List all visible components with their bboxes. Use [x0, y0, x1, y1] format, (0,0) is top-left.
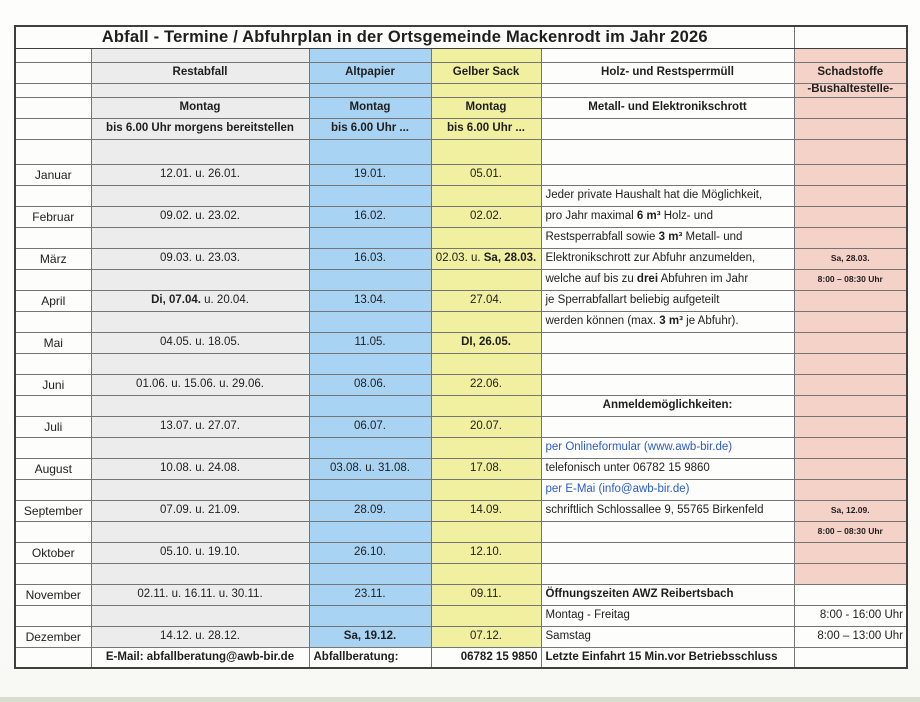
cell-april-holz: je Sperrabfallart beliebig aufgeteilt	[541, 290, 794, 311]
cell-header-holz: Holz- und Restsperrmüll	[541, 62, 794, 83]
cell-bushaltestelle-gelb	[431, 83, 541, 97]
cell-schadstoffe-zeit-holz	[541, 521, 794, 542]
text-part: 6 m³	[636, 209, 661, 222]
cell-november-alt: 23.11.	[309, 584, 431, 605]
text-part: Sa, 28.03.	[483, 251, 537, 264]
cell-anmeldung-header-gelb	[431, 395, 541, 416]
cell-spacer-upper-alt	[309, 139, 431, 164]
table-row-anmeldung-online	[15, 437, 907, 458]
cell-deadline-holz	[541, 118, 794, 139]
cell-spacer-mid-rest	[91, 353, 309, 374]
cell-mai-holz	[541, 332, 794, 353]
cell-februar-gelb: 02.02.	[431, 206, 541, 227]
cell-deadline-gelb: bis 6.00 Uhr ...	[431, 118, 541, 139]
text-part: 3 m³	[659, 314, 683, 327]
text-part: je Abfuhr).	[682, 314, 739, 327]
cell-spacer-mid-alt	[309, 353, 431, 374]
cell-oeffnung-mo-fr-holz: Montag - Freitag	[541, 605, 794, 626]
scan-edge	[0, 697, 920, 702]
cell-header-schad: Schadstoffe	[794, 62, 907, 83]
cell-anmeldung-email-gelb	[431, 479, 541, 500]
text-part: 02.03. u.	[435, 251, 484, 264]
cell-september-month: September	[15, 500, 91, 521]
cell-spacer-top-schad	[794, 48, 907, 62]
cell-juni-gelb: 22.06.	[431, 374, 541, 395]
cell-mai-schad	[794, 332, 907, 353]
cell-anmeldung-online-gelb	[431, 437, 541, 458]
cell-januar-schad	[794, 164, 907, 185]
cell-februar-month: Februar	[15, 206, 91, 227]
table-row-februar	[15, 206, 907, 227]
table-row-sperrmuell-info-1	[15, 185, 907, 206]
cell-spacer-low-month	[15, 563, 91, 584]
table-row-title	[15, 26, 907, 48]
cell-spacer-upper-month	[15, 139, 91, 164]
cell-spacer-low-rest	[91, 563, 309, 584]
cell-sperrmuell-info-4-gelb	[431, 311, 541, 332]
cell-sperrmuell-info-2-gelb	[431, 227, 541, 248]
cell-sperrmuell-info-3-month	[15, 269, 91, 290]
cell-sperrmuell-info-1-month	[15, 185, 91, 206]
cell-juli-gelb: 20.07.	[431, 416, 541, 437]
cell-oeffnung-mo-fr-schad: 8:00 - 16:00 Uhr	[794, 605, 907, 626]
cell-april-alt: 13.04.	[309, 290, 431, 311]
cell-sperrmuell-info-4-month	[15, 311, 91, 332]
cell-september-schad: Sa, 12.09.	[794, 500, 907, 521]
cell-deadline-rest: bis 6.00 Uhr morgens bereitstellen	[91, 118, 309, 139]
cell-header-gelb: Gelber Sack	[431, 62, 541, 83]
table-row-juni	[15, 374, 907, 395]
cell-september-holz: schriftlich Schlossallee 9, 55765 Birkenfeld	[541, 500, 794, 521]
cell-sperrmuell-info-2-schad	[794, 227, 907, 248]
cell-dezember-alt: Sa, 19.12.	[309, 626, 431, 647]
cell-spacer-low-schad	[794, 563, 907, 584]
cell-anmeldung-online-rest	[91, 437, 309, 458]
cell-august-alt: 03.08. u. 31.08.	[309, 458, 431, 479]
cell-spacer-top-gelb	[431, 48, 541, 62]
cell-header-month	[15, 62, 91, 83]
cell-dezember-rest: 14.12. u. 28.12.	[91, 626, 309, 647]
cell-header-alt: Altpapier	[309, 62, 431, 83]
cell-header-rest: Restabfall	[91, 62, 309, 83]
cell-maerz-rest: 09.03. u. 23.03.	[91, 248, 309, 269]
cell-januar-alt: 19.01.	[309, 164, 431, 185]
cell-sperrmuell-info-4-alt	[309, 311, 431, 332]
cell-anmeldung-email-alt	[309, 479, 431, 500]
cell-spacer-low-holz	[541, 563, 794, 584]
table-row-sperrmuell-info-3	[15, 269, 907, 290]
cell-februar-rest: 09.02. u. 23.02.	[91, 206, 309, 227]
cell-sperrmuell-info-1-alt	[309, 185, 431, 206]
cell-oktober-holz	[541, 542, 794, 563]
cell-footer-schad	[794, 647, 907, 668]
cell-september-gelb: 14.09.	[431, 500, 541, 521]
cell-dezember-holz: Samstag	[541, 626, 794, 647]
cell-juni-schad	[794, 374, 907, 395]
cell-juni-month: Juni	[15, 374, 91, 395]
cell-maerz-schad: Sa, 28.03.	[794, 248, 907, 269]
cell-sperrmuell-info-1-gelb	[431, 185, 541, 206]
cell-november-month: November	[15, 584, 91, 605]
table-row-spacer-mid	[15, 353, 907, 374]
cell-april-schad	[794, 290, 907, 311]
cell-spacer-upper-holz	[541, 139, 794, 164]
cell-anmeldung-online-month	[15, 437, 91, 458]
cell-mai-alt: 11.05.	[309, 332, 431, 353]
cell-schadstoffe-zeit-alt	[309, 521, 431, 542]
cell-spacer-mid-holz	[541, 353, 794, 374]
cell-sperrmuell-info-2-holz	[541, 227, 794, 248]
cell-deadline-month	[15, 118, 91, 139]
table-row-oeffnung-mo-fr	[15, 605, 907, 626]
cell-april-gelb: 27.04.	[431, 290, 541, 311]
cell-dezember-gelb: 07.12.	[431, 626, 541, 647]
cell-maerz-holz: Elektronikschrott zur Abfuhr anzumelden,	[541, 248, 794, 269]
cell-spacer-upper-rest	[91, 139, 309, 164]
cell-weekday-month	[15, 97, 91, 118]
page-title: Abfall - Termine / Abfuhrplan in der Ortsgemeinde Mackenrodt im Jahr 2026	[15, 26, 794, 48]
cell-footer-holz: Letzte Einfahrt 15 Min.vor Betriebsschluss	[541, 647, 794, 668]
cell-august-holz: telefonisch unter 06782 15 9860	[541, 458, 794, 479]
cell-sperrmuell-info-1-schad	[794, 185, 907, 206]
cell-sperrmuell-info-3-gelb	[431, 269, 541, 290]
cell-footer-gelb: 06782 15 9850	[431, 647, 541, 668]
cell-spacer-mid-schad	[794, 353, 907, 374]
table-row-mai	[15, 332, 907, 353]
cell-sperrmuell-info-2-alt	[309, 227, 431, 248]
table-row-spacer-low	[15, 563, 907, 584]
cell-spacer-upper-gelb	[431, 139, 541, 164]
table-row-april	[15, 290, 907, 311]
cell-september-alt: 28.09.	[309, 500, 431, 521]
cell-footer-month	[15, 647, 91, 668]
table-row-spacer-upper	[15, 139, 907, 164]
cell-sperrmuell-info-1-holz: Jeder private Haushalt hat die Möglichkeit,	[541, 185, 794, 206]
cell-anmeldung-email-month	[15, 479, 91, 500]
cell-mai-gelb: DI, 26.05.	[431, 332, 541, 353]
text-part: pro Jahr maximal	[545, 209, 637, 222]
cell-weekday-gelb: Montag	[431, 97, 541, 118]
table-row-anmeldung-header	[15, 395, 907, 416]
cell-august-gelb: 17.08.	[431, 458, 541, 479]
cell-mai-month: Mai	[15, 332, 91, 353]
cell-november-rest: 02.11. u. 16.11. u. 30.11.	[91, 584, 309, 605]
cell-weekday-holz: Metall- und Elektronikschrott	[541, 97, 794, 118]
cell-februar-alt: 16.02.	[309, 206, 431, 227]
cell-sperrmuell-info-4-rest	[91, 311, 309, 332]
cell-dezember-month: Dezember	[15, 626, 91, 647]
cell-footer-alt: Abfallberatung:	[309, 647, 431, 668]
cell-anmeldung-email-holz: per E-Mai (info@awb-bir.de)	[541, 479, 794, 500]
cell-sperrmuell-info-3-schad: 8:00 – 08:30 Uhr	[794, 269, 907, 290]
cell-deadline-schad	[794, 118, 907, 139]
cell-juni-holz	[541, 374, 794, 395]
abfuhrplan-table	[14, 25, 908, 669]
cell-sperrmuell-info-3-holz	[541, 269, 794, 290]
cell-november-schad	[794, 584, 907, 605]
cell-anmeldung-header-schad	[794, 395, 907, 416]
cell-sperrmuell-info-3-alt	[309, 269, 431, 290]
cell-oktober-schad	[794, 542, 907, 563]
cell-april-rest	[91, 290, 309, 311]
cell-anmeldung-email-rest	[91, 479, 309, 500]
cell-sperrmuell-info-4-schad	[794, 311, 907, 332]
cell-oktober-month: Oktober	[15, 542, 91, 563]
cell-juli-rest: 13.07. u. 27.07.	[91, 416, 309, 437]
table-row-november	[15, 584, 907, 605]
text-part: Abfuhren im Jahr	[658, 272, 749, 285]
cell-november-gelb: 09.11.	[431, 584, 541, 605]
cell-weekday-rest: Montag	[91, 97, 309, 118]
cell-oktober-rest: 05.10. u. 19.10.	[91, 542, 309, 563]
cell-bushaltestelle-alt	[309, 83, 431, 97]
cell-bushaltestelle-holz	[541, 83, 794, 97]
table-row-deadline	[15, 118, 907, 139]
cell-dezember-schad: 8:00 – 13:00 Uhr	[794, 626, 907, 647]
cell-juni-alt: 08.06.	[309, 374, 431, 395]
cell-juli-schad	[794, 416, 907, 437]
cell-sperrmuell-info-1-rest	[91, 185, 309, 206]
table-row-oktober	[15, 542, 907, 563]
text-part: 3 m³	[658, 230, 683, 243]
cell-oktober-gelb: 12.10.	[431, 542, 541, 563]
cell-spacer-low-gelb	[431, 563, 541, 584]
cell-januar-rest: 12.01. u. 26.01.	[91, 164, 309, 185]
cell-august-month: August	[15, 458, 91, 479]
cell-anmeldung-online-holz: per Onlineformular (www.awb-bir.de)	[541, 437, 794, 458]
table-row-schadstoffe-zeit	[15, 521, 907, 542]
cell-maerz-alt: 16.03.	[309, 248, 431, 269]
table-row-sperrmuell-info-4	[15, 311, 907, 332]
cell-anmeldung-header-alt	[309, 395, 431, 416]
cell-spacer-top-holz	[541, 48, 794, 62]
cell-sperrmuell-info-2-month	[15, 227, 91, 248]
cell-november-holz: Öffnungszeiten AWZ Reibertsbach	[541, 584, 794, 605]
cell-spacer-low-alt	[309, 563, 431, 584]
cell-bushaltestelle-month	[15, 83, 91, 97]
text-part: Restsperrabfall sowie	[545, 230, 659, 243]
cell-oeffnung-mo-fr-month	[15, 605, 91, 626]
cell-januar-gelb: 05.01.	[431, 164, 541, 185]
table-row-september	[15, 500, 907, 521]
cell-title-side	[794, 26, 907, 48]
cell-anmeldung-online-alt	[309, 437, 431, 458]
cell-september-rest: 07.09. u. 21.09.	[91, 500, 309, 521]
cell-anmeldung-online-schad	[794, 437, 907, 458]
text-part: Metall- und	[682, 230, 743, 243]
cell-spacer-top-rest	[91, 48, 309, 62]
table-row-spacer-top	[15, 48, 907, 62]
cell-januar-holz	[541, 164, 794, 185]
cell-maerz-month: März	[15, 248, 91, 269]
cell-schadstoffe-zeit-month	[15, 521, 91, 542]
cell-anmeldung-header-holz: Anmeldemöglichkeiten:	[541, 395, 794, 416]
cell-februar-holz	[541, 206, 794, 227]
table-row-maerz	[15, 248, 907, 269]
table-row-footer	[15, 647, 907, 668]
cell-juni-rest: 01.06. u. 15.06. u. 29.06.	[91, 374, 309, 395]
cell-juli-month: Juli	[15, 416, 91, 437]
cell-footer-rest: E-Mail: abfallberatung@awb-bir.de	[91, 647, 309, 668]
cell-deadline-alt: bis 6.00 Uhr ...	[309, 118, 431, 139]
text-part: u. 20.04.	[200, 293, 249, 306]
cell-oeffnung-mo-fr-rest	[91, 605, 309, 626]
table-row-juli	[15, 416, 907, 437]
cell-sperrmuell-info-2-rest	[91, 227, 309, 248]
cell-anmeldung-header-rest	[91, 395, 309, 416]
cell-anmeldung-email-schad	[794, 479, 907, 500]
table-row-weekday	[15, 97, 907, 118]
text-part: werden können (max.	[545, 314, 660, 327]
table-row-januar	[15, 164, 907, 185]
cell-juli-alt: 06.07.	[309, 416, 431, 437]
table-row-sperrmuell-info-2	[15, 227, 907, 248]
cell-august-rest: 10.08. u. 24.08.	[91, 458, 309, 479]
cell-bushaltestelle-rest	[91, 83, 309, 97]
cell-februar-schad	[794, 206, 907, 227]
cell-mai-rest: 04.05. u. 18.05.	[91, 332, 309, 353]
cell-sperrmuell-info-4-holz	[541, 311, 794, 332]
cell-weekday-schad	[794, 97, 907, 118]
cell-schadstoffe-zeit-schad: 8:00 – 08:30 Uhr	[794, 521, 907, 542]
cell-bushaltestelle-schad: -Bushaltestelle-	[794, 83, 907, 97]
cell-anmeldung-header-month	[15, 395, 91, 416]
text-part: welche auf bis zu	[545, 272, 637, 285]
table-row-dezember	[15, 626, 907, 647]
cell-oeffnung-mo-fr-gelb	[431, 605, 541, 626]
cell-spacer-upper-schad	[794, 139, 907, 164]
cell-oktober-alt: 26.10.	[309, 542, 431, 563]
cell-sperrmuell-info-3-rest	[91, 269, 309, 290]
table-row-august	[15, 458, 907, 479]
table-row-bushaltestelle	[15, 83, 907, 97]
cell-spacer-top-alt	[309, 48, 431, 62]
cell-januar-month: Januar	[15, 164, 91, 185]
cell-maerz-gelb	[431, 248, 541, 269]
cell-schadstoffe-zeit-gelb	[431, 521, 541, 542]
cell-spacer-mid-gelb	[431, 353, 541, 374]
cell-spacer-top-month	[15, 48, 91, 62]
cell-weekday-alt: Montag	[309, 97, 431, 118]
cell-spacer-mid-month	[15, 353, 91, 374]
cell-oeffnung-mo-fr-alt	[309, 605, 431, 626]
cell-april-month: April	[15, 290, 91, 311]
cell-schadstoffe-zeit-rest	[91, 521, 309, 542]
table-row-header	[15, 62, 907, 83]
cell-juli-holz	[541, 416, 794, 437]
text-part: drei	[636, 272, 659, 285]
text-part: Holz- und	[660, 209, 713, 222]
cell-august-schad	[794, 458, 907, 479]
text-part: Di, 07.04.	[151, 293, 201, 306]
table-row-anmeldung-email	[15, 479, 907, 500]
